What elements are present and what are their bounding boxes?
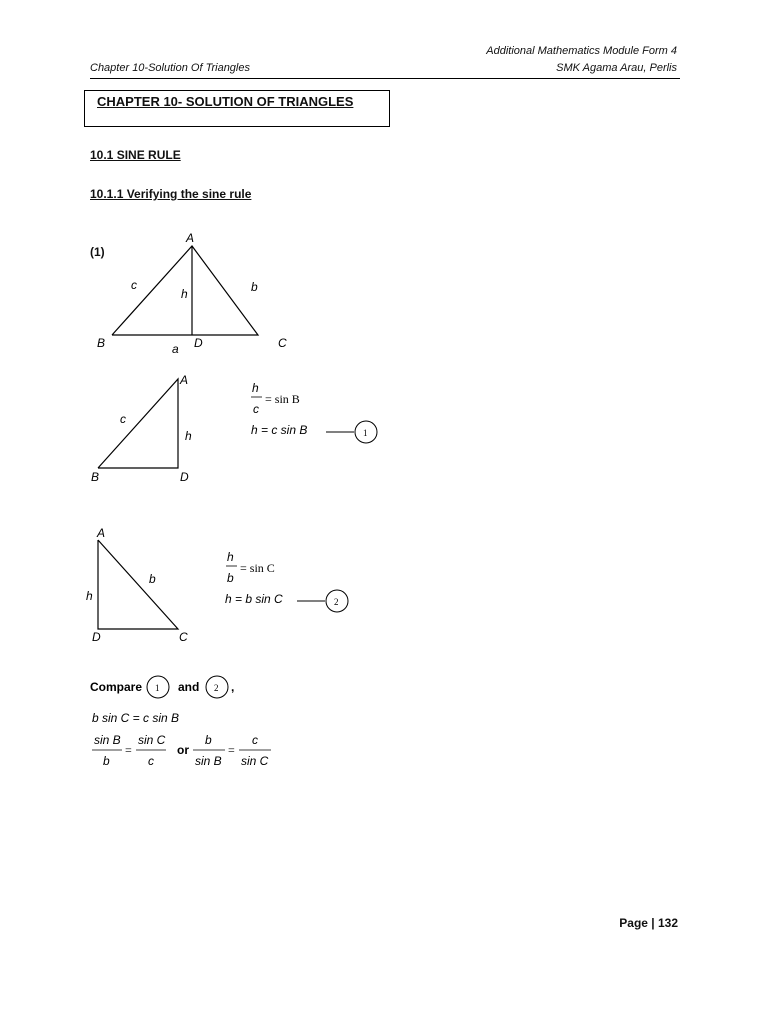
section-heading: 10.1 SINE RULE [90, 148, 181, 162]
sin-c-rhs: = sin C [240, 561, 275, 575]
sin-b-rhs: = sin B [265, 392, 300, 406]
chapter-title: CHAPTER 10- SOLUTION OF TRIANGLES [97, 94, 354, 109]
frac1-denominator: b [103, 754, 110, 768]
vertex-b-label: B [97, 336, 106, 350]
vertex-d-label: D [92, 630, 101, 644]
compare-comma: , [231, 680, 235, 694]
fraction-numerator: h [252, 381, 259, 395]
compare-marker-1-label: 1 [155, 683, 160, 693]
vertex-d-label: D [194, 336, 203, 350]
compare-and: and [178, 680, 200, 694]
compare-word: Compare [90, 680, 143, 694]
compare-marker-2-label: 2 [214, 683, 219, 693]
vertex-d-label: D [180, 470, 189, 484]
marker-2-label: 2 [334, 597, 339, 607]
fraction-denominator: c [253, 402, 259, 416]
vertex-c-label: C [179, 630, 188, 644]
page-number: Page | 132 [619, 916, 678, 930]
equality-b-sin-c-c-sin-b: b sin C = c sin B [92, 711, 180, 725]
side-c-label: c [131, 278, 137, 292]
h-equals-b-sin-c: h = b sin C [225, 592, 283, 606]
side-c-label: c [120, 412, 126, 426]
vertex-a-label: A [97, 526, 106, 540]
header-chapter: Chapter 10-Solution Of Triangles [90, 62, 250, 74]
frac1-numerator: sin B [94, 733, 121, 747]
height-h-label: h [86, 589, 93, 603]
equals-sign: = [125, 743, 132, 757]
height-h-label: h [181, 287, 188, 301]
side-b-label: b [251, 280, 258, 294]
frac2-denominator: c [148, 754, 154, 768]
marker-1-label: 1 [363, 428, 368, 438]
side-a-label: a [172, 342, 179, 356]
header-school: SMK Agama Arau, Perlis [556, 62, 677, 74]
side-b-label: b [149, 572, 156, 586]
header-module-title: Additional Mathematics Module Form 4 [486, 45, 677, 57]
vertex-a-label: A [186, 231, 195, 245]
h-equals-c-sin-b: h = c sin B [251, 423, 308, 437]
frac2-numerator: sin C [138, 733, 166, 747]
triangle-abd [98, 379, 178, 468]
vertex-c-label: C [278, 336, 287, 350]
frac4-numerator: c [252, 733, 258, 747]
fraction-denominator: b [227, 571, 234, 585]
fraction-numerator: h [227, 550, 234, 564]
example-number: (1) [90, 245, 105, 259]
height-h-label: h [185, 429, 192, 443]
or-word: or [177, 743, 189, 757]
vertex-b-label: B [91, 470, 100, 484]
equals-sign: = [228, 743, 235, 757]
frac3-numerator: b [205, 733, 212, 747]
subsection-heading: 10.1.1 Verifying the sine rule [90, 187, 252, 201]
vertex-a-label: A [180, 373, 189, 387]
triangle-adc [98, 540, 178, 629]
frac4-denominator: sin C [241, 754, 269, 768]
frac3-denominator: sin B [195, 754, 222, 768]
